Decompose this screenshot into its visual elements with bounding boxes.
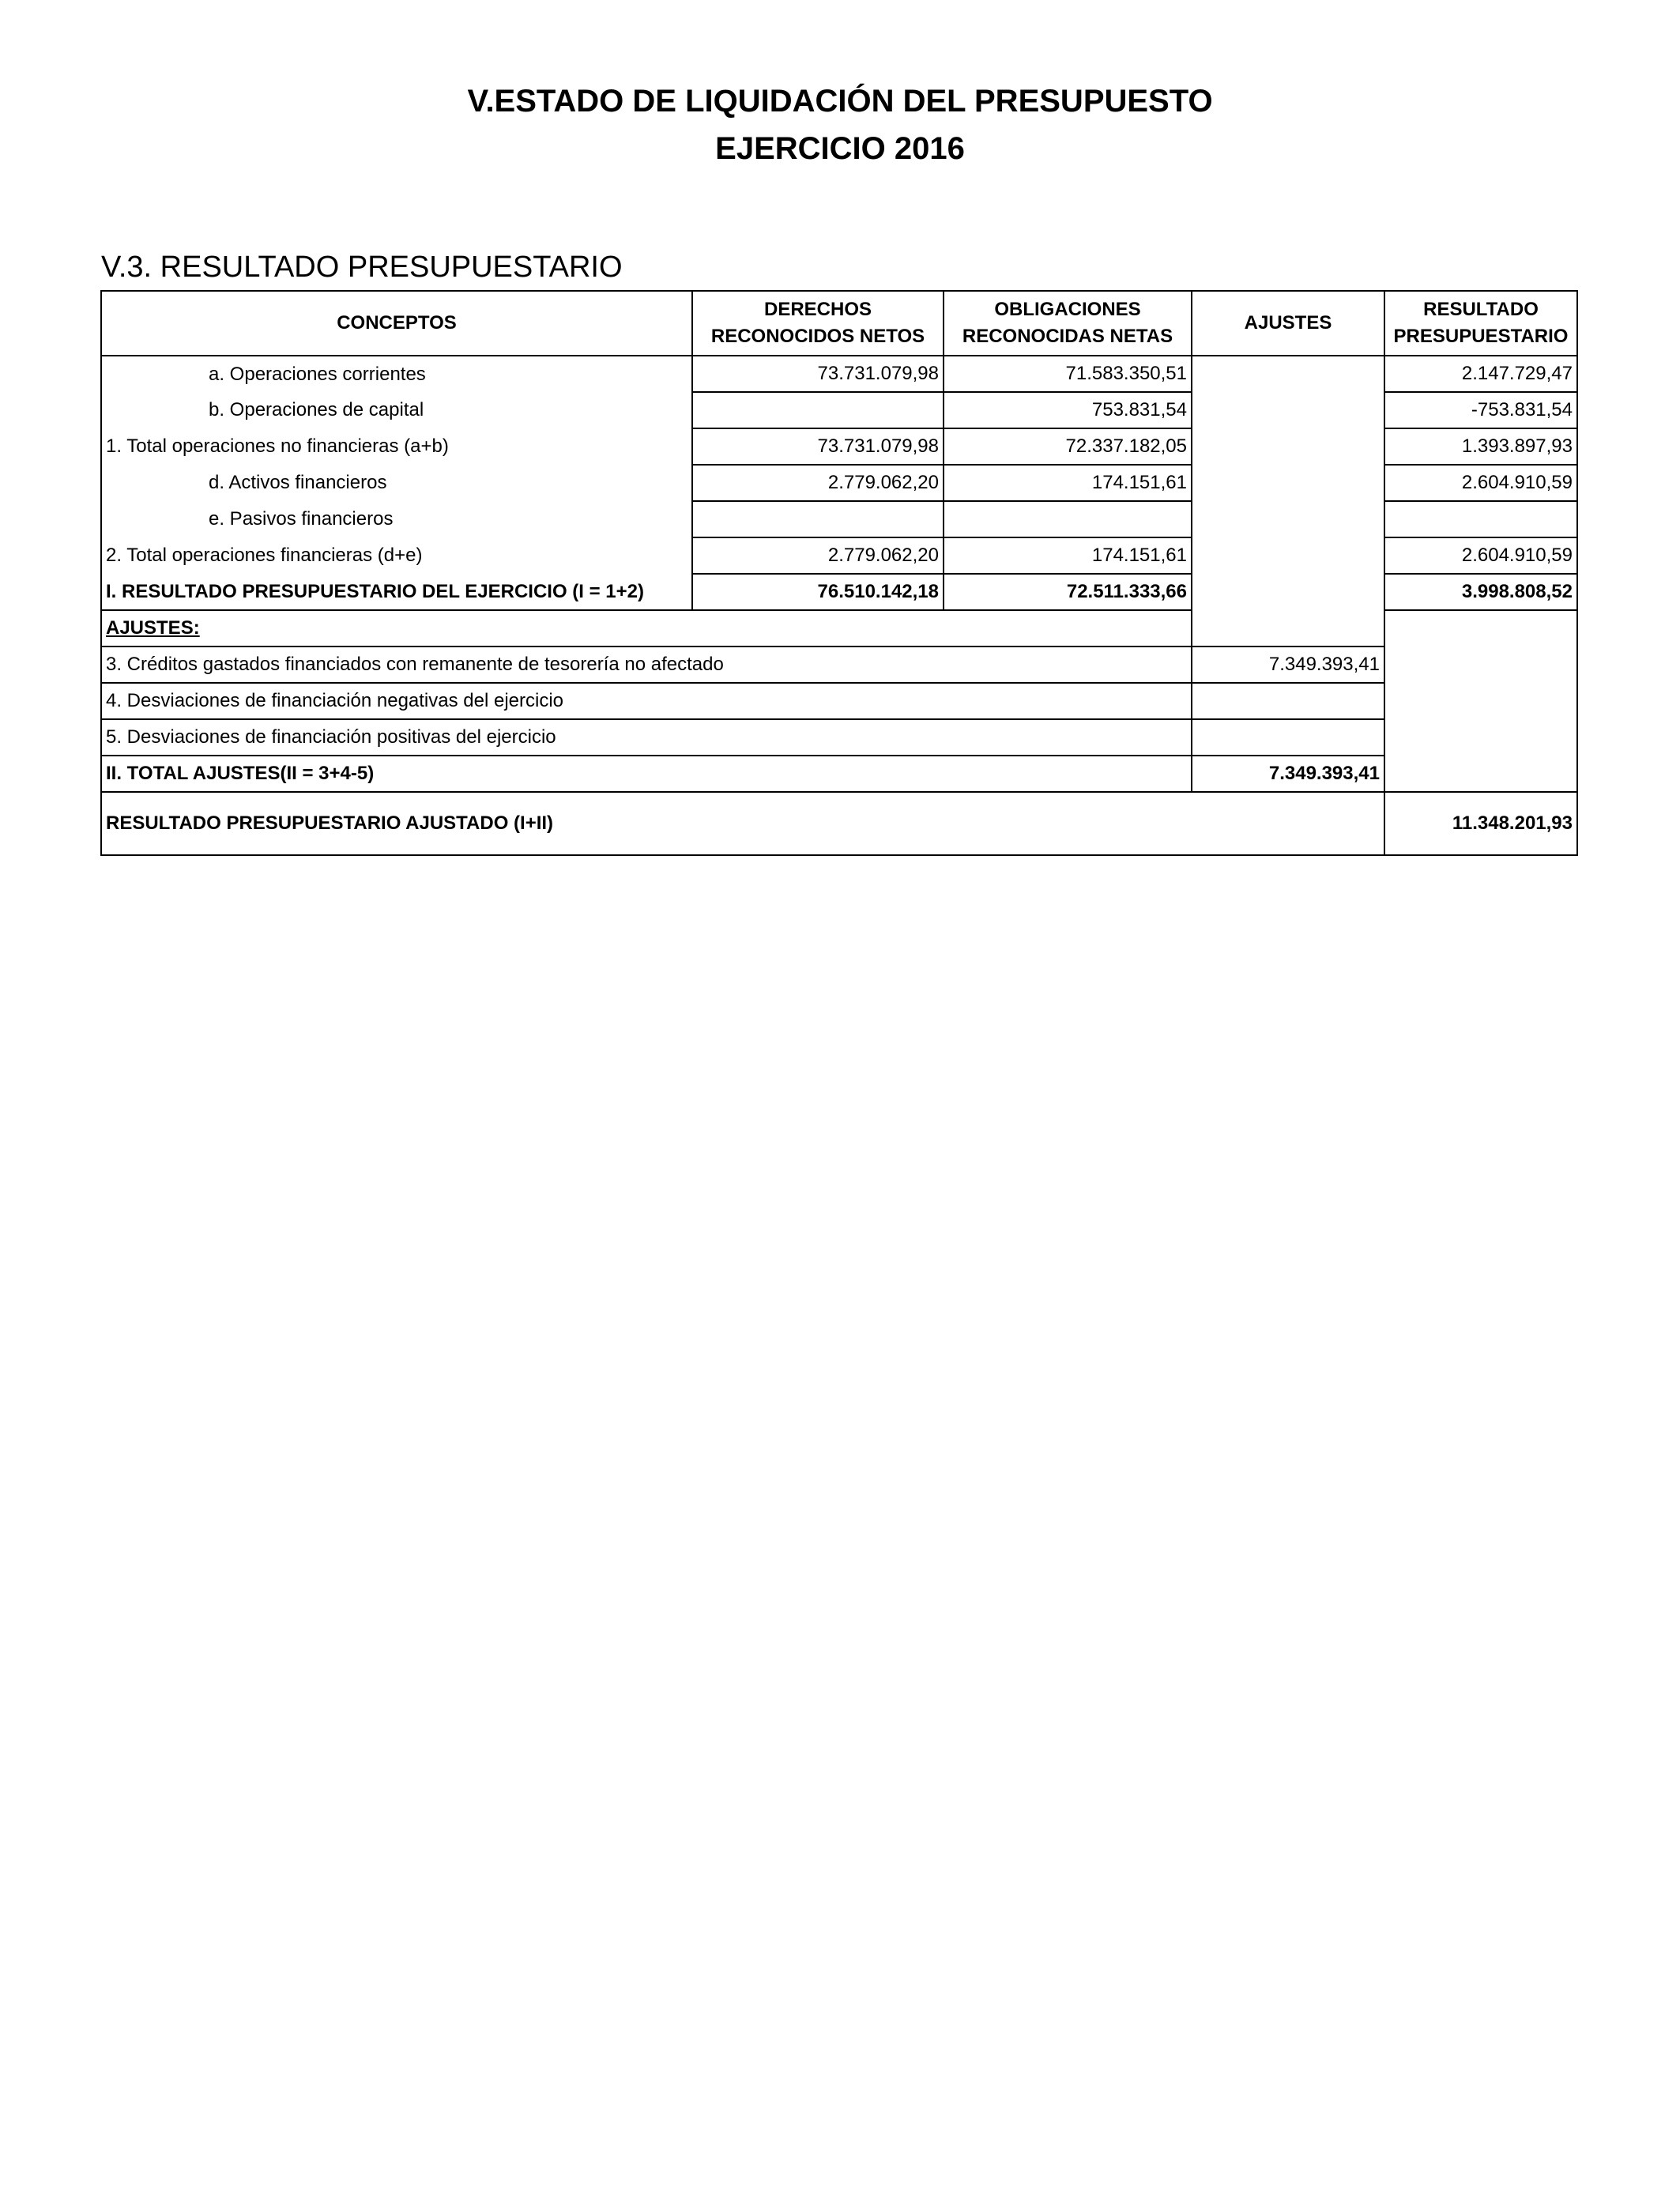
row-resultado: 3.998.808,52 [1384,574,1577,610]
row-derechos [692,392,944,428]
row-obligaciones: 72.337.182,05 [944,428,1192,465]
header-derechos: DERECHOS RECONOCIDOS NETOS [692,291,944,356]
header-ajustes: AJUSTES [1192,291,1384,356]
table-row-final [101,792,1577,855]
final-concepto: RESULTADO PRESUPUESTARIO AJUSTADO (I+II) [101,792,1384,855]
table-row [101,537,1577,574]
table-row [101,392,1577,428]
row-ajustes-empty [1192,610,1384,647]
table-row-total [101,756,1577,792]
row-resultado: 1.393.897,93 [1384,428,1577,465]
row-resultado-empty [1384,683,1577,719]
row-concepto: e. Pasivos financieros [101,501,692,537]
ajustes-label: AJUSTES: [106,617,200,639]
row-concepto: 4. Desviaciones de financiación negativas del ejercicio [101,683,1192,719]
table-row-total [101,574,1577,610]
row-obligaciones: 753.831,54 [944,392,1192,428]
table-row [101,719,1577,756]
row-ajuste [1192,719,1384,756]
row-concepto: d. Activos financieros [101,465,692,501]
table-header-row [101,291,1577,356]
document-subtitle: EJERCICIO 2016 [715,131,965,166]
row-obligaciones: 72.511.333,66 [944,574,1192,610]
header-conceptos: CONCEPTOS [101,291,692,356]
budget-result-table [100,290,1578,856]
row-ajustes-empty [1192,465,1384,501]
row-ajustes-empty [1192,501,1384,537]
row-derechos [692,501,944,537]
row-concepto: II. TOTAL AJUSTES(II = 3+4-5) [101,756,1192,792]
row-concepto: a. Operaciones corrientes [101,356,692,392]
row-derechos: 76.510.142,18 [692,574,944,610]
row-concepto: 1. Total operaciones no financieras (a+b) [101,428,692,465]
row-resultado [1384,501,1577,537]
row-resultado-empty [1384,719,1577,756]
row-resultado: 2.147.729,47 [1384,356,1577,392]
row-concepto: b. Operaciones de capital [101,392,692,428]
row-obligaciones [944,501,1192,537]
final-resultado: 11.348.201,93 [1384,792,1577,855]
table-row [101,428,1577,465]
row-resultado: 2.604.910,59 [1384,465,1577,501]
row-ajustes-empty [1192,574,1384,610]
document-title: V.ESTADO DE LIQUIDACIÓN DEL PRESUPUESTO [467,84,1213,119]
row-obligaciones: 71.583.350,51 [944,356,1192,392]
header-resultado: RESULTADO PRESUPUESTARIO [1384,291,1577,356]
row-ajustes-empty [1192,428,1384,465]
row-derechos: 2.779.062,20 [692,537,944,574]
row-concepto: 2. Total operaciones financieras (d+e) [101,537,692,574]
row-obligaciones: 174.151,61 [944,465,1192,501]
row-ajustes-empty [1192,537,1384,574]
row-derechos: 73.731.079,98 [692,428,944,465]
row-ajuste: 7.349.393,41 [1192,647,1384,683]
table-row [101,501,1577,537]
header-obligaciones: OBLIGACIONES RECONOCIDAS NETAS [944,291,1192,356]
table-row [101,356,1577,392]
row-resultado-empty [1384,610,1577,647]
table-row [101,465,1577,501]
ajustes-label-row [101,610,1577,647]
row-ajuste [1192,683,1384,719]
row-concepto: I. RESULTADO PRESUPUESTARIO DEL EJERCICIO (I = 1+2) [101,574,692,610]
table-row [101,683,1577,719]
row-resultado: 2.604.910,59 [1384,537,1577,574]
row-ajustes-empty [1192,356,1384,392]
row-concepto: 5. Desviaciones de financiación positivas del ejercicio [101,719,1192,756]
table-row [101,647,1577,683]
section-title: V.3. RESULTADO PRESUPUESTARIO [101,251,623,284]
row-resultado-empty [1384,756,1577,792]
row-ajuste: 7.349.393,41 [1192,756,1384,792]
row-concepto: 3. Créditos gastados financiados con remanente de tesorería no afectado [101,647,1192,683]
row-derechos: 73.731.079,98 [692,356,944,392]
row-resultado-empty [1384,647,1577,683]
row-resultado: -753.831,54 [1384,392,1577,428]
row-derechos: 2.779.062,20 [692,465,944,501]
row-obligaciones: 174.151,61 [944,537,1192,574]
row-ajustes-empty [1192,392,1384,428]
